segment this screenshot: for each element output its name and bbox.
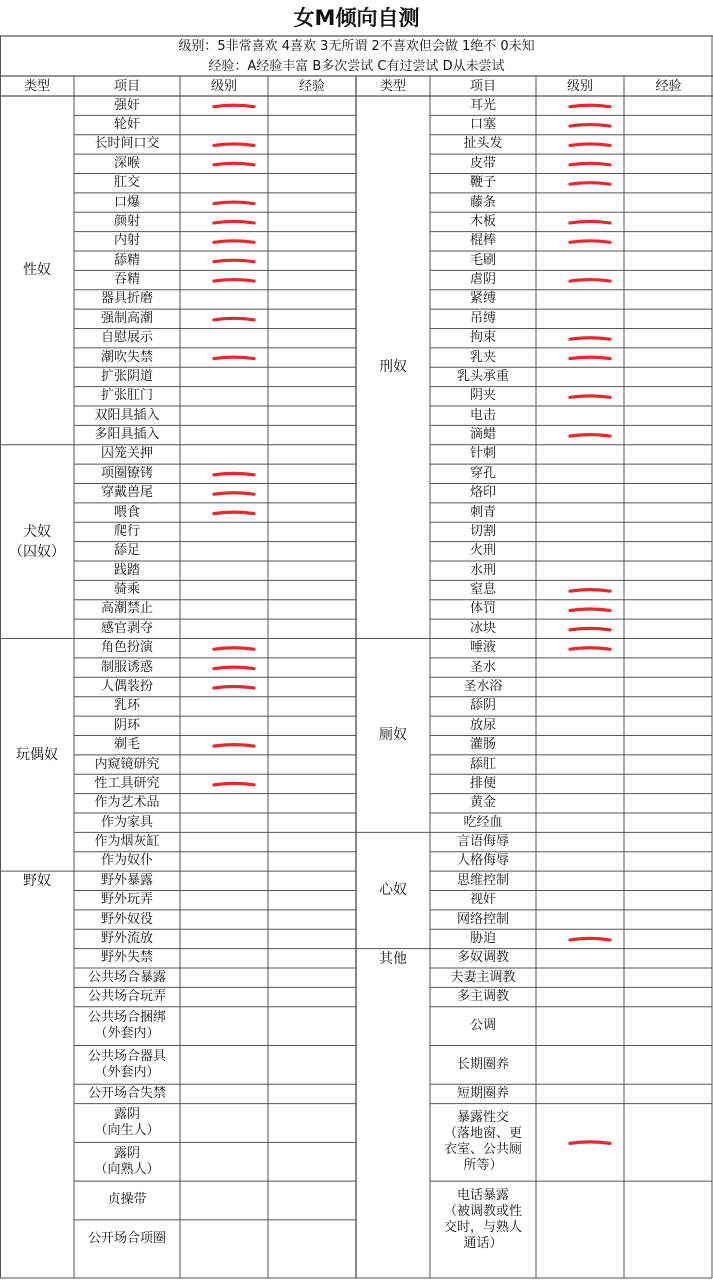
item-name: 毛刷 xyxy=(469,252,496,268)
experience-legend: 经验：A经验丰富 B多次尝试 C有过尝试 D从未尝试 xyxy=(208,59,505,74)
item-name: 虐阴 xyxy=(469,272,496,288)
item-name: 刺青 xyxy=(469,504,496,520)
item-name: 针刺 xyxy=(469,446,496,462)
item-name: 公开场合失禁 xyxy=(87,1085,166,1101)
item-name: 拘束 xyxy=(469,330,496,346)
item-name: 舔肛 xyxy=(469,756,496,772)
item-name: 视奸 xyxy=(469,892,496,908)
item-name: 公调 xyxy=(469,1018,496,1034)
item-name: 水刑 xyxy=(469,562,496,578)
item-name: 乳环 xyxy=(113,698,140,714)
item-name: 公共场合器具 （外套内） xyxy=(87,1048,166,1080)
item-name: 排便 xyxy=(469,775,496,791)
item-name: 吊缚 xyxy=(469,310,496,326)
item-name: 穿戴兽尾 xyxy=(100,485,153,501)
item-name: 爬行 xyxy=(113,523,140,539)
item-name: 棍棒 xyxy=(469,233,496,249)
item-name: 人偶装扮 xyxy=(100,678,153,694)
category-label: 野奴 xyxy=(23,873,51,890)
category-label: 刑奴 xyxy=(379,359,407,376)
category-label: 性奴 xyxy=(23,262,51,279)
item-name: 高潮禁止 xyxy=(100,601,153,617)
item-name: 露阴 （向生人） xyxy=(94,1106,160,1138)
item-name: 火刑 xyxy=(469,543,496,559)
item-name: 性工具研究 xyxy=(94,775,160,791)
item-name: 放尿 xyxy=(469,717,496,733)
item-name: 阴环 xyxy=(113,717,140,733)
header-level-left: 级别 xyxy=(210,79,237,94)
item-name: 口爆 xyxy=(113,194,140,210)
item-name: 言语侮辱 xyxy=(456,834,509,849)
header-type-right: 类型 xyxy=(379,79,406,94)
item-name: 皮带 xyxy=(469,155,496,171)
item-name: 公共场合玩弄 xyxy=(87,989,166,1005)
item-name: 双阳具插入 xyxy=(94,407,160,423)
item-name: 短期圈养 xyxy=(456,1085,509,1101)
header-type-left: 类型 xyxy=(23,79,50,94)
item-name: 口塞 xyxy=(469,117,496,133)
item-name: 多主调教 xyxy=(456,989,509,1005)
item-name: 多阳具插入 xyxy=(94,427,160,443)
item-name: 扯头发 xyxy=(463,136,503,152)
header-exp-left: 经验 xyxy=(298,79,325,94)
item-name: 电话暴露 （被调教或性 交时，与熟人 通话） xyxy=(443,1187,522,1251)
item-name: 器具折磨 xyxy=(100,291,153,307)
item-name: 圣水浴 xyxy=(463,678,503,694)
page-title: 女M倾向自测 xyxy=(293,6,420,30)
item-name: 作为家具 xyxy=(100,814,153,830)
item-name: 制服诱惑 xyxy=(100,659,153,675)
item-name: 囚笼关押 xyxy=(100,446,153,462)
item-name: 扩张肛门 xyxy=(100,388,153,404)
item-name: 野外玩弄 xyxy=(100,892,153,908)
header-item-right: 项目 xyxy=(469,79,496,94)
item-name: 内窥镜研究 xyxy=(94,756,160,772)
item-name: 轮奸 xyxy=(113,117,140,133)
item-name: 自慰展示 xyxy=(100,330,153,346)
item-name: 舔足 xyxy=(113,543,140,559)
item-name: 藤条 xyxy=(469,194,496,210)
item-name: 贞操带 xyxy=(107,1192,147,1208)
item-name: 潮吹失禁 xyxy=(100,349,153,365)
item-name: 践踏 xyxy=(113,562,140,578)
item-name: 舔阴 xyxy=(469,698,496,714)
item-name: 扩张阴道 xyxy=(100,368,153,384)
item-name: 烙印 xyxy=(469,485,496,501)
item-name: 多奴调教 xyxy=(456,950,509,966)
item-name: 滴蜡 xyxy=(469,427,496,443)
header-exp-right: 经验 xyxy=(655,79,682,94)
item-name: 角色扮演 xyxy=(100,640,153,656)
item-name: 喂食 xyxy=(113,504,140,520)
item-name: 作为艺术品 xyxy=(94,795,160,811)
item-name: 体罚 xyxy=(469,601,496,617)
category-label: 其他 xyxy=(379,950,407,967)
category-label: 心奴 xyxy=(379,882,407,899)
item-name: 野外流放 xyxy=(100,930,153,946)
item-name: 窒息 xyxy=(469,582,496,598)
item-name: 颜射 xyxy=(113,213,140,229)
item-name: 舔精 xyxy=(113,252,140,268)
item-name: 深喉 xyxy=(113,155,140,171)
item-name: 作为烟灰缸 xyxy=(94,834,160,849)
item-name: 木板 xyxy=(469,213,496,229)
item-name: 穿孔 xyxy=(469,465,496,481)
item-name: 紧缚 xyxy=(469,291,496,307)
item-name: 感官剥夺 xyxy=(100,620,153,636)
item-name: 吃经血 xyxy=(463,814,503,830)
item-name: 夫妻主调教 xyxy=(450,969,516,985)
item-name: 内射 xyxy=(113,233,140,249)
item-name: 长时间口交 xyxy=(94,136,160,152)
item-name: 作为奴仆 xyxy=(100,853,153,869)
item-name: 肛交 xyxy=(113,175,140,191)
item-name: 胁迫 xyxy=(469,930,496,946)
item-name: 黄金 xyxy=(469,795,496,811)
item-name: 骑乘 xyxy=(113,582,140,598)
item-name: 公开场合项圈 xyxy=(87,1231,166,1247)
item-name: 圣水 xyxy=(469,659,496,675)
item-name: 公共场合捆绑 （外套内） xyxy=(87,1010,166,1042)
item-name: 强奸 xyxy=(113,97,140,113)
item-name: 野外奴役 xyxy=(100,911,153,927)
category-label: 玩偶奴 xyxy=(16,746,58,763)
item-name: 剃毛 xyxy=(113,737,140,753)
item-name: 冰块 xyxy=(469,620,496,636)
item-name: 人格侮辱 xyxy=(456,853,509,869)
item-name: 乳夹 xyxy=(469,349,496,365)
item-name: 唾液 xyxy=(469,640,496,656)
item-name: 长期圈养 xyxy=(456,1056,509,1072)
category-label: 犬奴 （囚奴） xyxy=(9,523,65,560)
item-name: 强制高潮 xyxy=(100,310,153,326)
item-name: 切割 xyxy=(469,523,496,539)
item-name: 耳光 xyxy=(469,97,496,113)
item-name: 暴露性交 （落地窗、更 衣室、公共厕 所等） xyxy=(443,1110,522,1174)
item-name: 灌肠 xyxy=(469,737,496,753)
item-name: 野外暴露 xyxy=(100,872,153,888)
item-name: 网络控制 xyxy=(456,911,509,927)
item-name: 思维控制 xyxy=(456,872,509,888)
item-name: 乳头承重 xyxy=(456,368,509,384)
item-name: 电击 xyxy=(469,407,496,423)
item-name: 公共场合暴露 xyxy=(87,969,166,985)
item-name: 鞭子 xyxy=(469,175,496,191)
item-name: 项圈镣铐 xyxy=(100,465,153,481)
header-level-right: 级别 xyxy=(566,79,593,94)
item-name: 野外失禁 xyxy=(100,950,153,966)
level-legend: 级别：5非常喜欢 4喜欢 3无所谓 2不喜欢但会做 1绝不 0未知 xyxy=(178,39,535,54)
item-name: 阴夹 xyxy=(469,388,496,404)
item-name: 吞精 xyxy=(113,272,140,288)
item-name: 露阴 （向熟人） xyxy=(94,1145,160,1177)
category-label: 厕奴 xyxy=(379,727,407,744)
header-item-left: 项目 xyxy=(113,79,140,94)
